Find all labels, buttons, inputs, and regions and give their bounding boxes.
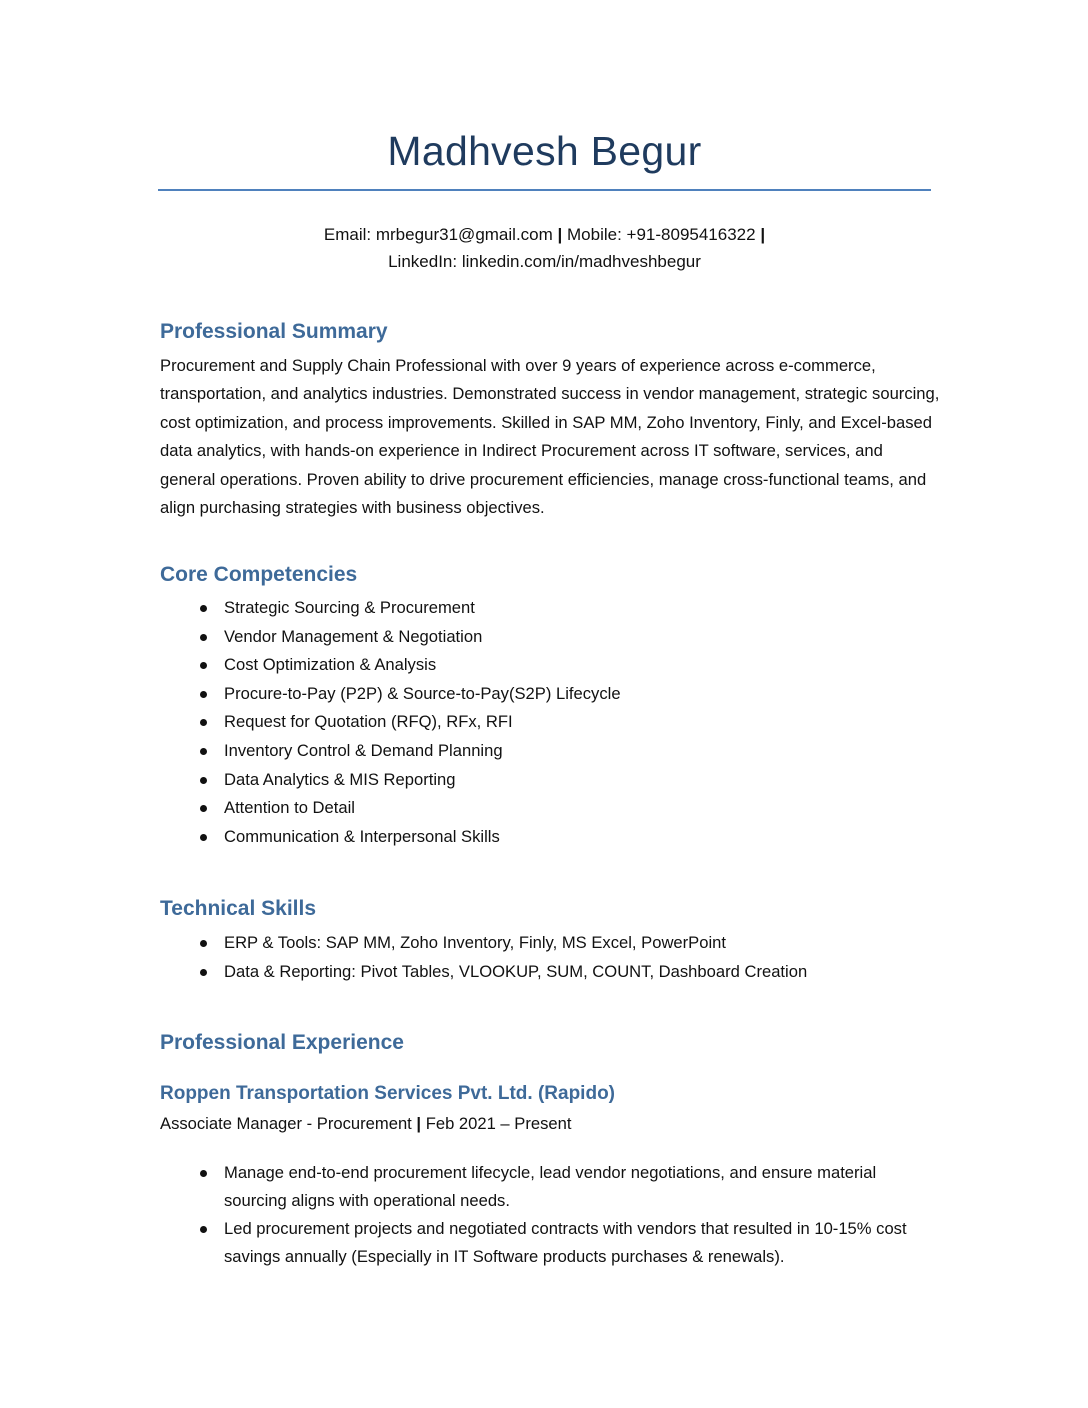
- technical-heading: Technical Skills: [160, 897, 317, 920]
- list-item: Procure-to-Pay (P2P) & Source-to-Pay(S2P) Lifecycle: [160, 680, 621, 709]
- experience-heading: Professional Experience: [160, 1031, 404, 1054]
- summary-text: Procurement and Supply Chain Professional with over 9 years of experience across e-commerce, transportation, and analytics industries. Demonstrated success in vendor management, strategic sourcing, cost optimization, and process improvements. Skilled in SAP MM, Zoho Inventory, Finly, and Excel-based data analytics, with hands-on experience in Indirect Procurement across IT software, services, and general operations. Proven ability to drive procurement efficiencies, manage cross-functional teams, and align purchasing strategies with business objectives.: [160, 356, 940, 518]
- contact-block: [158, 221, 931, 275]
- competencies-list: [160, 594, 621, 851]
- separator: |: [557, 225, 563, 244]
- list-item: Data Analytics & MIS Reporting: [160, 766, 621, 795]
- experience-bullets: [160, 1159, 920, 1271]
- job-dates: Feb 2021 – Present: [425, 1114, 572, 1133]
- contact-line-1: [158, 221, 931, 248]
- technical-list: [160, 929, 807, 986]
- list-item: Data & Reporting: Pivot Tables, VLOOKUP, SUM, COUNT, Dashboard Creation: [160, 958, 807, 987]
- name-divider: [158, 189, 931, 191]
- company-name: Roppen Transportation Services Pvt. Ltd. (Rapido): [160, 1083, 615, 1104]
- list-item: Vendor Management & Negotiation: [160, 623, 621, 652]
- summary-heading: Professional Summary: [160, 320, 388, 343]
- list-item: Cost Optimization & Analysis: [160, 651, 621, 680]
- mobile: Mobile: +91-8095416322: [567, 225, 756, 244]
- list-item: Strategic Sourcing & Procurement: [160, 594, 621, 623]
- candidate-name: Madhvesh Begur: [387, 128, 702, 174]
- list-item: Attention to Detail: [160, 794, 621, 823]
- list-item: Manage end-to-end procurement lifecycle, lead vendor negotiations, and ensure material sourcing aligns with operational needs.: [160, 1159, 920, 1214]
- email: Email: mrbegur31@gmail.com: [323, 225, 553, 244]
- list-item: Request for Quotation (RFQ), RFx, RFI: [160, 708, 621, 737]
- separator: |: [760, 225, 766, 244]
- competencies-heading: Core Competencies: [160, 563, 358, 586]
- list-item: Communication & Interpersonal Skills: [160, 823, 621, 852]
- job-title: Associate Manager - Procurement: [160, 1114, 412, 1133]
- linkedin: LinkedIn: linkedin.com/in/madhveshbegur: [388, 252, 701, 271]
- contact-line-2: [158, 248, 931, 275]
- list-item: Led procurement projects and negotiated contracts with vendors that resulted in 10-15% cost savings annually (Especially in IT Software products purchases & renewals).: [160, 1215, 920, 1270]
- list-item: Inventory Control & Demand Planning: [160, 737, 621, 766]
- separator: |: [416, 1114, 422, 1133]
- list-item: ERP & Tools: SAP MM, Zoho Inventory, Finly, MS Excel, PowerPoint: [160, 929, 807, 958]
- job-role: [160, 1114, 571, 1134]
